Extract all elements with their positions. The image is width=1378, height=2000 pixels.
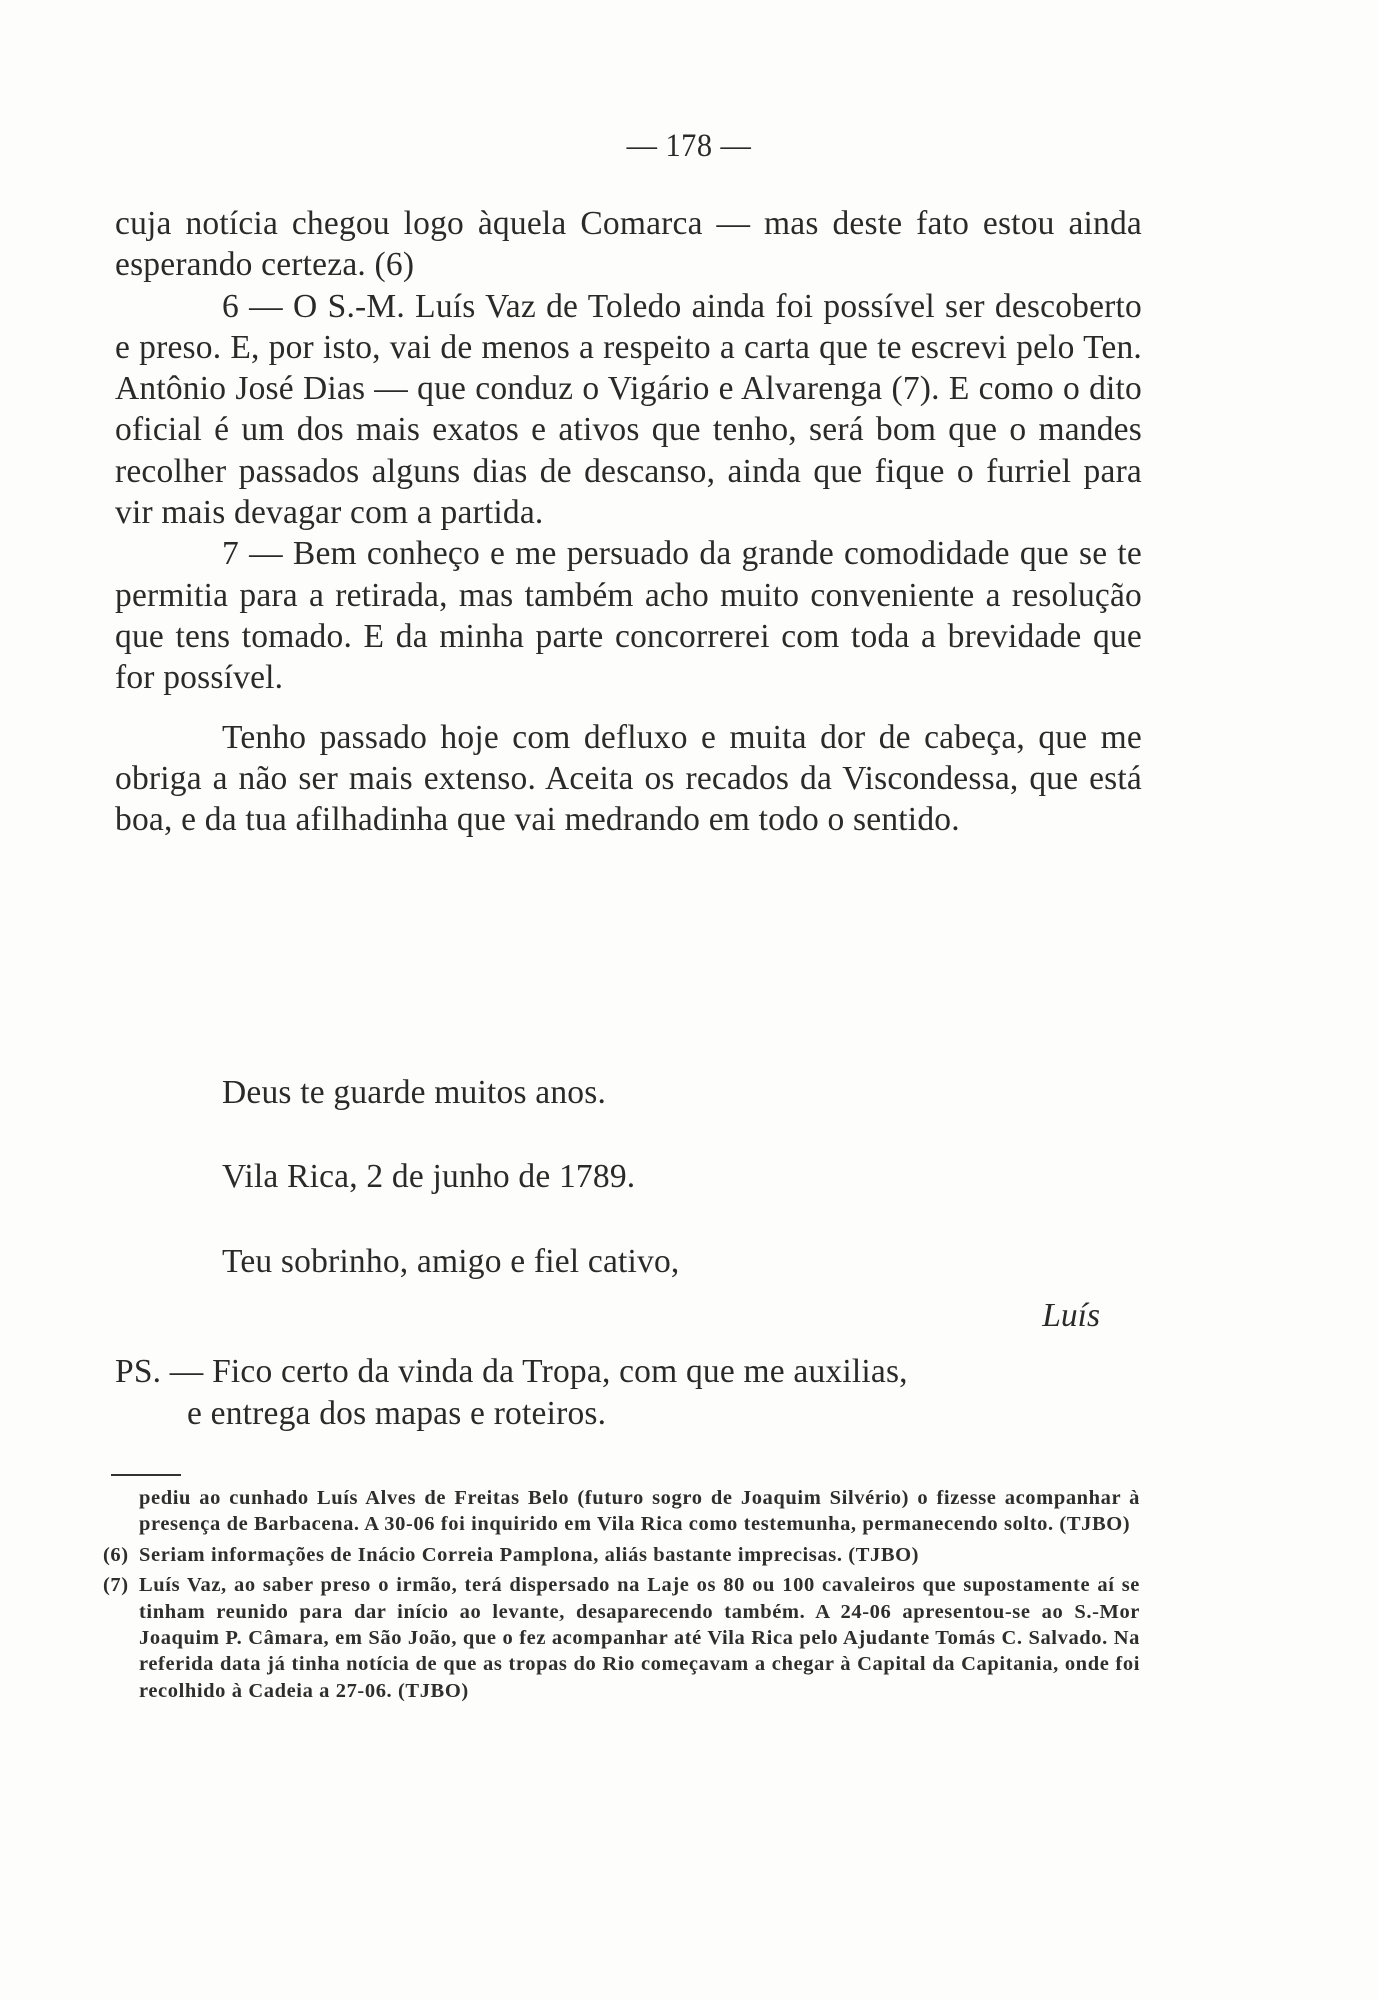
footnote-7: [103, 1572, 1140, 1704]
postscript-text: PS. — Fico certo da vinda da Tropa, com que me auxilias,: [115, 1353, 908, 1390]
footnote-text: Luís Vaz, ao saber preso o irmão, terá dispersado na Laje os 80 ou 100 cavaleiros que supostamente aí se tinham reunido para dar início ao levante, desaparecendo também. A 24-06 apresentou-se ao S.-Mor Joaquim P. Câmara, em São João, que o fez acompanhar até Vila Rica pelo Ajudante Tomás C. Salvado. Na referida data já tinha notícia de que as tropas do Rio começavam a chegar à Capital da Capitania, onde foi recolhido à Cadeia a 27-06. (TJBO): [139, 1574, 1140, 1702]
postscript: [115, 1351, 1145, 1434]
closing-place-date: Vila Rica, 2 de junho de 1789.: [222, 1158, 636, 1195]
footnote-number: (7): [103, 1574, 129, 1597]
signature: Luís: [1042, 1297, 1100, 1334]
closing-salutation: Teu sobrinho, amigo e fiel cativo,: [222, 1243, 680, 1280]
page-number: — 178 —: [626, 128, 752, 164]
footnote-text: Seriam informações de Inácio Correia Pamplona, aliás bastante imprecisas. (TJBO): [139, 1543, 920, 1566]
paragraph: 6 — O S.-M. Luís Vaz de Toledo ainda foi possível ser descoberto e preso. E, por isto, vai de menos a respeito a carta que te escrevi pelo Ten. Antônio José Dias — que conduz o Vigário e Alvarenga (7). E como o dito oficial é um dos mais exatos e ativos que tenho, será bom que o mandes recolher passados alguns dias de descanso, ainda que fique o furriel para vir mais devagar com a partida.: [115, 287, 1142, 532]
footnote-divider: [111, 1474, 181, 1476]
body-text: [115, 203, 1142, 840]
footnote-continued: pediu ao cunhado Luís Alves de Freitas Belo (futuro sogro de Joaquim Silvério) o fizesse acompanhar à presença de Barbacena. A 30-06 foi inquirido em Vila Rica como testemunha, permanecendo solto. (TJBO): [139, 1487, 1140, 1536]
closing-farewell: Deus te guarde muitos anos.: [222, 1074, 607, 1111]
footnotes: [103, 1485, 1140, 1704]
footnote-6: [103, 1542, 1140, 1568]
footnote-number: (6): [103, 1543, 129, 1566]
postscript-continuation: e entrega dos mapas e roteiros.: [187, 1394, 607, 1432]
paragraph: cuja notícia chegou logo àquela Comarca — mas deste fato estou ainda esperando certeza. (6): [115, 205, 1142, 284]
paragraph: Tenho passado hoje com defluxo e muita dor de cabeça, que me obriga a não ser mais extenso. Aceita os recados da Viscondessa, que está boa, e da tua afilhadinha que vai medrando em todo o sentido.: [115, 718, 1142, 839]
paragraph: 7 — Bem conheço e me persuado da grande comodidade que se te permitia para a retirada, mas também acho muito conveniente a resolução que tens tomado. E da minha parte concorrerei com toda a brevidade que for possível.: [115, 535, 1142, 697]
